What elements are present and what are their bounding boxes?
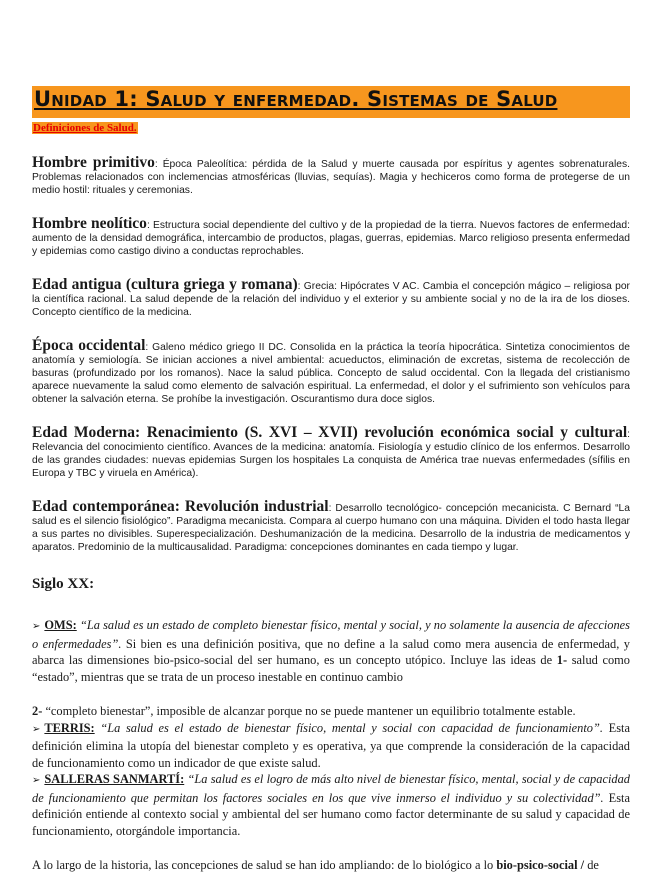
era-edad-antigua: Edad antigua (cultura griega y romana): Grecia: Hipócrates V AC. Cambia el concepción mágico – religiosa por la científica racional. La salud depende de la relación del individuo y el exterior y su ambiente social y no de la ira de los dioses. Concepto científico de la medicina. (32, 276, 630, 318)
page-title: Unidad 1: Salud y enfermedad. Sistemas de Salud (34, 87, 558, 111)
document-page (32, 86, 630, 874)
definition-oms (32, 617, 630, 685)
definition-salleras (32, 771, 630, 839)
definition-terris (32, 720, 630, 772)
closing-paragraph (32, 857, 630, 874)
era-hombre-neolitico: Hombre neolítico: Estructura social dependiente del cultivo y de la propiedad de la tierra. Nuevos factores de enfermedad: aumento de la densidad demográfica, intercambio de productos, plagas, guerras, epidemias. Marco religioso presenta enfermedad y epidemias como castigo divino a conductas reprochables. (32, 215, 630, 257)
era-text: Estructura social dependiente del cultivo y de la propiedad de la tierra. Nuevos factores de enfermedad: aumento de la densidad demográfica, intercambio de productos, plagas, guerras, epidemias. Marco religioso presenta enfermedad y epidemias como castigo divino a conductas reprochables. (32, 220, 630, 257)
arrow-bullet-icon: ➢ (32, 723, 41, 735)
definition-comment: salud como “estado”, mientras que se trata de un proceso inestable en continuo cambio (32, 653, 630, 684)
era-text: Relevancia del conocimiento científico. Avances de la medicina: anatomía. Fisiología y estudio clínico de los enfermos. Desarrollo de las grandes ciudades: nuevas epidemias Surgen los hospitales La conquista de América trae nuevas enfermedades (sífilis en Europa y TBC y viruela en América). (32, 442, 630, 479)
era-heading: Hombre neolítico (32, 215, 147, 232)
definition-oms-point-2 (32, 703, 630, 720)
definition-quote: “La salud es el logro de más alto nivel de bienestar físico, mental, social y de capacidad de funcionamiento que permitan los factores sociales en los que vive inmerso el individuo y su colectividad”. (32, 772, 630, 805)
era-heading: Época occidental (32, 337, 146, 354)
era-edad-contemporanea: Edad contemporánea: Revolución industrial: Desarrollo tecnológico- concepción mecanicista. C Bernard “La salud es el silencio fisiológico”. Paradigma mecanicista. Compara al cuerpo humano con una máquina. Dividen el todo hasta llegar a sus partes no divisibles. Superespecialización. Deshumanización de la medicina. Desarrollo de la industria de medicamentos y aparatos. Predominio de la multicausalidad. Paradigma: concepciones dominantes en cada tiempo y lugar. (32, 498, 630, 553)
list-number: 1- (556, 653, 568, 667)
definition-comment: “completo bienestar”, imposible de alcanzar porque no se puede mantener un equilibrio totalmente estable. (45, 704, 576, 718)
section-subtitle: Definiciones de Salud. (33, 122, 137, 134)
definition-quote: “La salud es el estado de bienestar físico, mental y social con capacidad de funcionamiento”. (100, 720, 603, 735)
era-text: Grecia: Hipócrates V AC. Cambia el concepción mágico – religiosa por la científica racional. La salud depende de la relación del individuo y el exterior y su ambiente social y no de la ira de los dioses. Concepto científico de la medicina. (32, 281, 630, 318)
era-heading: Edad antigua (cultura griega y romana) (32, 276, 298, 293)
era-heading: Edad Moderna: Renacimiento (S. XVI – XVII) revolución económica social y cultural (32, 424, 628, 441)
closing-text: A lo largo de la historia, las concepciones de salud se han ido ampliando: de lo biológico a lo (32, 858, 494, 872)
definition-author: OMS: (44, 618, 77, 632)
siglo-xx-heading: Siglo XX: (32, 576, 95, 592)
arrow-bullet-icon: ➢ (32, 621, 41, 632)
title-highlight (32, 86, 630, 118)
definition-quote: “La salud es un estado de completo bienestar físico, mental y social, y no solamente la ausencia de afecciones o enfermedades”. (32, 618, 630, 651)
era-heading: Edad contemporánea: Revolución industrial (32, 498, 329, 515)
definition-comment: Esta definición entiende al contexto social y ambiental del ser humano como factor determinante de su salud y capacidad de funcionamiento, otorgándole importancia. (32, 790, 630, 838)
list-number: 2- (32, 704, 43, 718)
definition-author: TERRIS: (44, 720, 95, 735)
era-heading: Hombre primitivo (32, 154, 155, 171)
era-text: Galeno médico griego II DC. Consolida en la práctica la teoría hipocrática. Sintetiza conocimientos de anatomía y semiología. Se inician acciones a nivel ambiental: acueductos, eliminación de excretas, sistema de recolección de basuras (profundizado por los romanos). Nace la salud pública. Concepto de salud occidental. Con la llegada del cristianismo aparece nuevamente la salud como elemento de salvación espiritual. La enfermedad, el dolor y el sufrimiento son vehículos para obtener la salvación eterna. Se prohíbe la investigación. Oscurantismo dura doce siglos. (32, 342, 630, 405)
era-edad-moderna: Edad Moderna: Renacimiento (S. XVI – XVII) revolución económica social y cultural: Relevancia del conocimiento científico. Avances de la medicina: anatomía. Fisiología y estudio clínico de los enfermos. Desarrollo de las grandes ciudades: nuevas epidemias Surgen los hospitales La conquista de América trae nuevas enfermedades (sífilis en Europa y TBC y viruela en América). (32, 424, 630, 479)
definition-author: SALLERAS SANMARTÍ: (44, 772, 185, 786)
definition-comment: Si bien es una definición positiva, que no define a la salud como mera ausencia de enfermedad, y abarca las dimensiones bio-psico-social del ser humano, es un concepto utópico. Incluye las ideas de (32, 636, 630, 667)
definition-comment: Esta definición elimina la utopía del bienestar completo y es operativa, ya que comprende la consideración de la capacidad de funcionamiento como un indicador de que existe salud. (32, 720, 630, 770)
era-hombre-primitivo: Hombre primitivo: Época Paleolítica: pérdida de la Salud y muerte causada por espíritus y agentes sobrenaturales. Problemas relacionados con inclemencias atmosféricas (lluvias, sequías). Magia y hechiceros como forma de protegerse de un medio hostil: rituales y ceremonias. (32, 154, 630, 196)
closing-bold: bio-psico-social / (496, 858, 585, 872)
era-text: Época Paleolítica: pérdida de la Salud y muerte causada por espíritus y agentes sobrenaturales. Problemas relacionados con inclemencias atmosféricas (lluvias, sequías). Magia y hechiceros como forma de protegerse de un medio hostil: rituales y ceremonias. (32, 159, 630, 196)
closing-tail: de (587, 858, 599, 872)
arrow-bullet-icon: ➢ (32, 775, 41, 786)
era-epoca-occidental: Época occidental: Galeno médico griego II DC. Consolida en la práctica la teoría hipocrática. Sintetiza conocimientos de anatomía y semiología. Se inician acciones a nivel ambiental: acueductos, eliminación de excretas, sistema de recolección de basuras (profundizado por los romanos). Nace la salud pública. Concepto de salud occidental. Con la llegada del cristianismo aparece nuevamente la salud como elemento de salvación espiritual. La enfermedad, el dolor y el sufrimiento son vehículos para obtener la salvación eterna. Se prohíbe la investigación. Oscurantismo dura doce siglos. (32, 337, 630, 405)
era-text: Desarrollo tecnológico- concepción mecanicista. C Bernard “La salud es el silencio fisiológico”. Paradigma mecanicista. Compara al cuerpo humano con una máquina. Dividen el todo hasta llegar a sus partes no divisibles. Superespecialización. Deshumanización de la medicina. Desarrollo de la industria de medicamentos y aparatos. Predominio de la multicausalidad. Paradigma: concepciones dominantes en cada tiempo y lugar. (32, 503, 630, 553)
